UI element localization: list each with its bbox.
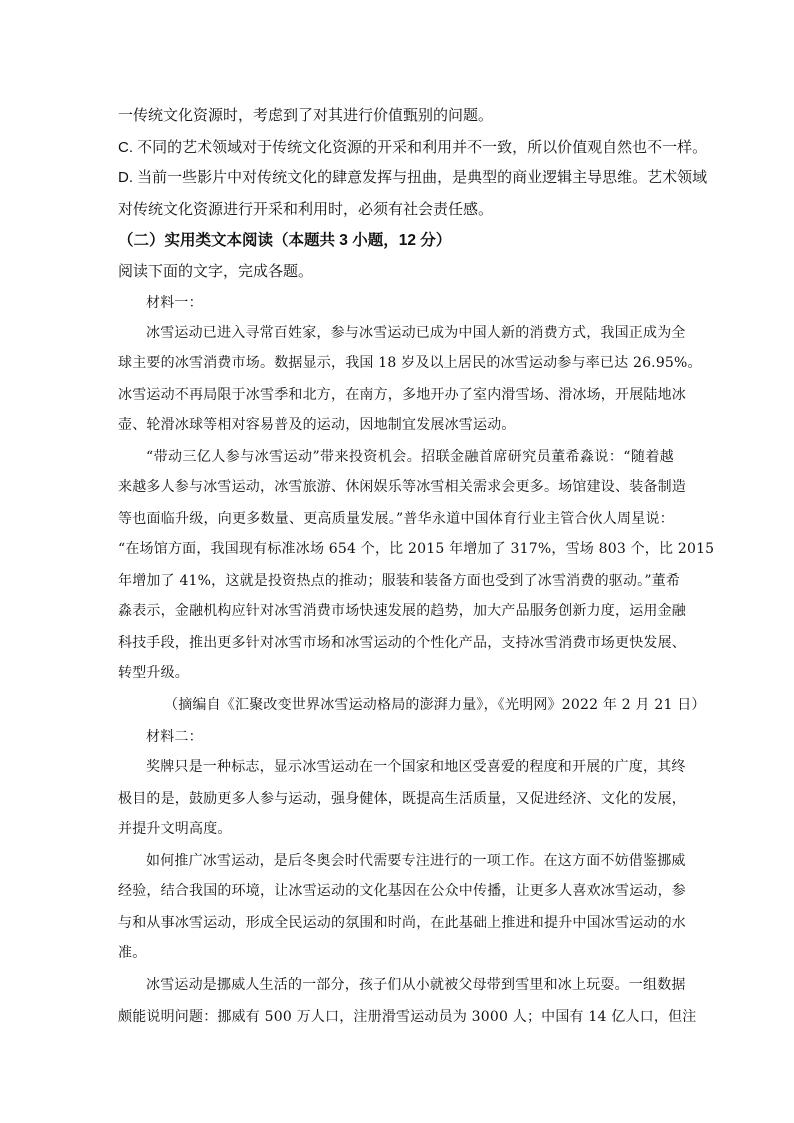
material-one-line: “带动三亿人参与冰雪运动”带来投资机会。招联金融首席研究员董希淼说：“随着越 (146, 449, 674, 465)
material-two-line: 颇能说明问题：挪威有 500 万人口，注册滑雪运动员为 3000 人；中国有 14 亿人口，但注 (118, 1009, 697, 1025)
material-one-line: 壶、轮滑冰球等相对容易普及的运动，因地制宜发展冰雪运动。 (118, 417, 516, 433)
material-one-line: 转型升级。 (118, 665, 189, 681)
material-one-line: “在场馆方面，我国现有标准冰场 654 个，比 2015 年增加了 317%，雪场 803 个，比 2015 (118, 541, 715, 557)
material-two-line: 极目的是，鼓励更多人参与运动，强身健体，既提高生活质量，又促进经济、文化的发展， (118, 791, 686, 807)
material-two-line: 与和从事冰雪运动，形成全民运动的氛围和时尚，在此基础上推进和提升中国冰雪运动的水 (118, 915, 686, 931)
material-two-line: 奖牌只是一种标志，显示冰雪运动在一个国家和地区受喜爱的程度和开展的广度，其终 (146, 759, 686, 775)
material-two-line: 准。 (118, 945, 147, 961)
option-d-continued: 对传统文化资源进行开采和利用时，必须有社会责任感。 (118, 201, 494, 218)
section-heading: （二）实用类文本阅读（本题共 3 小题，12 分） (118, 232, 452, 249)
instruction: 阅读下面的文字，完成各题。 (118, 263, 314, 280)
material-two-line: 如何推广冰雪运动，是后冬奥会时代需要专注进行的一项工作。在这方面不妨借鉴挪威 (146, 853, 686, 869)
text-line-1: 一传统文化资源时，考虑到了对其进行价值甄别的问题。 (118, 107, 494, 124)
material-two-line: 并提升文明高度。 (118, 821, 232, 837)
material-one-line: 来越多人参与冰雪运动，冰雪旅游、休闲娱乐等冰雪相关需求会更多。场馆建设、装备制造 (118, 479, 686, 495)
material-one-line: 科技手段，推出更多针对冰雪市场和冰雪运动的个性化产品，支持冰雪消费市场更快发展、 (118, 635, 686, 651)
material-one-line: 等也面临升级，向更多数量、更高质量发展。”普华永道中国体育行业主管合伙人周星说： (118, 511, 674, 527)
material-one-line: 冰雪运动已进入寻常百姓家，参与冰雪运动已成为中国人新的消费方式，我国正成为全 (146, 325, 686, 341)
material-one-line: 年增加了 41%，这就是投资热点的推动；服装和装备方面也受到了冰雪消费的驱动。”董希 (118, 573, 681, 589)
material-two-line: 经验，结合我国的环境，让冰雪运动的文化基因在公众中传播，让更多人喜欢冰雪运动，参 (118, 883, 686, 899)
material-one-label: 材料一： (146, 295, 203, 311)
material-one-line: 淼表示，金融机构应针对冰雪消费市场快速发展的趋势，加大产品服务创新力度，运用金融 (118, 603, 686, 619)
material-two-label: 材料二： (146, 729, 203, 745)
material-one-source: （摘编自《汇聚改变世界冰雪运动格局的澎湃力量》，《光明网》2022 年 2 月 21 日） (164, 697, 706, 713)
option-d: D. 当前一些影片中对传统文化的肆意发挥与扭曲，是典型的商业逻辑主导思维。艺术领域 (118, 169, 708, 186)
material-one-line: 球主要的冰雪消费市场。数据显示，我国 18 岁及以上居民的冰雪运动参与率已达 26.95%。 (118, 355, 702, 371)
material-two-line: 冰雪运动是挪威人生活的一部分，孩子们从小就被父母带到雪里和冰上玩耍。一组数据 (146, 977, 686, 993)
material-one-line: 冰雪运动不再局限于冰雪季和北方，在南方，多地开办了室内滑雪场、滑冰场，开展陆地冰 (118, 387, 686, 403)
option-c: C. 不同的艺术领域对于传统文化资源的开采和利用并不一致，所以价值观自然也不一样。 (118, 139, 708, 156)
